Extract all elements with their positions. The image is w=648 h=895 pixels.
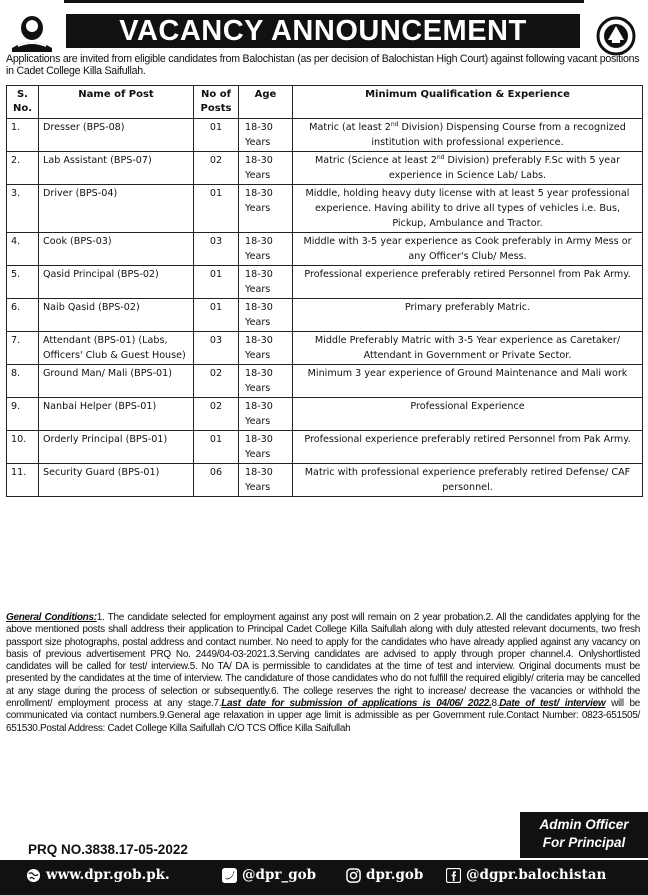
cell-age: 18-30 Years	[239, 119, 293, 152]
signature-subtitle: For Principal	[542, 835, 626, 850]
qualification-text: Middle with 3-5 year experience as Cook preferably in Army Mess or any Officer's Club/ Mess.	[303, 236, 632, 262]
qualification-text: Minimum 3 year experience of Ground Maintenance and Mali work	[307, 368, 628, 379]
cell-post-name: Orderly Principal (BPS-01)	[39, 431, 194, 464]
cell-post-name: Driver (BPS-04)	[39, 185, 194, 233]
conditions-label: General Conditions:	[6, 612, 97, 623]
cell-qualification	[293, 266, 643, 299]
conditions-text-3: will be communicated via contact numbers.9.General age relaxation in upper age limit is admissible as per Government rule.Contact Number: 0823-651505/ 651530.Postal Address: Cadet College Killa Saifullah C/O TCS Office Killa Saifullah	[6, 698, 640, 734]
cell-sno: 4.	[7, 233, 39, 266]
cell-sno: 2.	[7, 152, 39, 185]
table-row	[7, 185, 643, 233]
cell-age: 18-30 Years	[239, 398, 293, 431]
cell-sno: 3.	[7, 185, 39, 233]
page-title: VACANCY ANNOUNCEMENT	[66, 14, 580, 48]
prq-number: PRQ NO.3838.17-05-2022	[28, 842, 188, 857]
cell-qualification	[293, 332, 643, 365]
table-row	[7, 332, 643, 365]
header-posts: No of Posts	[194, 86, 239, 119]
ordinal-suffix: nd	[436, 153, 445, 161]
table-row	[7, 233, 643, 266]
qualification-text: Matric with professional experience preferably retired Defense/ CAF personnel.	[304, 467, 631, 493]
cell-post-name: Dresser (BPS-08)	[39, 119, 194, 152]
dpr-emblem-icon	[8, 14, 56, 54]
cell-posts: 02	[194, 365, 239, 398]
table-header-row	[7, 86, 643, 119]
header-name: Name of Post	[39, 86, 194, 119]
header-qualification: Minimum Qualification & Experience	[293, 86, 643, 119]
signature-title: Admin Officer	[539, 817, 629, 832]
cell-sno: 1.	[7, 119, 39, 152]
cell-posts: 03	[194, 332, 239, 365]
cell-posts: 01	[194, 299, 239, 332]
cell-qualification	[293, 431, 643, 464]
globe-icon	[26, 868, 41, 883]
cell-posts: 02	[194, 398, 239, 431]
cell-post-name: Security Guard (BPS-01)	[39, 464, 194, 497]
cell-posts: 01	[194, 431, 239, 464]
qualification-text: Professional experience preferably retired Personnel from Pak Army.	[304, 434, 631, 445]
table-row	[7, 464, 643, 497]
twitter-icon	[222, 868, 237, 883]
cell-posts: 01	[194, 119, 239, 152]
website-text: www.dpr.gob.pk.	[46, 867, 170, 883]
qualification-text: Professional Experience	[410, 401, 525, 412]
cell-sno: 5.	[7, 266, 39, 299]
cell-sno: 11.	[7, 464, 39, 497]
vacancy-table	[6, 85, 643, 497]
table-row	[7, 299, 643, 332]
table-row	[7, 398, 643, 431]
cell-qualification	[293, 365, 643, 398]
cell-qualification	[293, 233, 643, 266]
facebook-icon	[446, 868, 461, 883]
cell-qualification	[293, 464, 643, 497]
qualification-text: Professional experience preferably retired Personnel from Pak Army.	[304, 269, 631, 280]
qualification-text-cont: Division) Dispensing Course from a recognized institution with professional experience.	[371, 122, 626, 148]
cell-post-name: Cook (BPS-03)	[39, 233, 194, 266]
cell-post-name: Attendant (BPS-01) (Labs, Officers' Club & Guest House)	[39, 332, 194, 365]
cell-age: 18-30 Years	[239, 299, 293, 332]
general-conditions	[6, 612, 640, 735]
instagram-icon	[346, 868, 361, 883]
qualification-text: Middle Preferably Matric with 3-5 Year experience as Caretaker/ Attendant in Government or Private Sector.	[314, 335, 621, 361]
cell-posts: 06	[194, 464, 239, 497]
cell-post-name: Ground Man/ Mali (BPS-01)	[39, 365, 194, 398]
qualification-text: Matric (Science at least 2	[314, 155, 437, 166]
cell-age: 18-30 Years	[239, 233, 293, 266]
cell-age: 18-30 Years	[239, 332, 293, 365]
cell-post-name: Qasid Principal (BPS-02)	[39, 266, 194, 299]
cell-qualification	[293, 152, 643, 185]
cell-age: 18-30 Years	[239, 464, 293, 497]
cadet-college-crest-icon	[594, 16, 638, 56]
table-row	[7, 266, 643, 299]
test-date-text: Date of test/ interview	[499, 698, 606, 710]
table-row	[7, 365, 643, 398]
cell-posts: 03	[194, 233, 239, 266]
footer-website[interactable]	[26, 867, 170, 883]
qualification-text: Primary preferably Matric.	[404, 302, 531, 313]
cell-posts: 02	[194, 152, 239, 185]
cell-qualification	[293, 185, 643, 233]
header-sno: S. No.	[7, 86, 39, 119]
facebook-text: @dgpr.balochistan	[466, 867, 607, 883]
table-row	[7, 119, 643, 152]
cell-age: 18-30 Years	[239, 431, 293, 464]
ordinal-suffix: nd	[390, 120, 399, 128]
twitter-text: @dpr_gob	[242, 867, 317, 883]
conditions-text-2: 8.	[491, 698, 500, 710]
cell-sno: 6.	[7, 299, 39, 332]
footer-facebook[interactable]	[446, 867, 606, 883]
cell-post-name: Naib Qasid (BPS-02)	[39, 299, 194, 332]
last-date-text: Last date for submission of applications is 04/06/ 2022.	[221, 698, 492, 710]
qualification-text: Matric (at least 2	[309, 122, 391, 133]
cell-post-name: Lab Assistant (BPS-07)	[39, 152, 194, 185]
cell-qualification	[293, 398, 643, 431]
cell-sno: 9.	[7, 398, 39, 431]
cell-posts: 01	[194, 185, 239, 233]
cell-age: 18-30 Years	[239, 152, 293, 185]
cell-sno: 8.	[7, 365, 39, 398]
footer	[0, 860, 648, 895]
qualification-text: Middle, holding heavy duty license with at least 5 year professional experience. Having ability to drive all types of vehicles i.e. Bus, Pickup, Ambulance and Tractor.	[305, 188, 630, 229]
table-row	[7, 152, 643, 185]
cell-age: 18-30 Years	[239, 185, 293, 233]
cell-sno: 7.	[7, 332, 39, 365]
cell-sno: 10.	[7, 431, 39, 464]
header	[0, 0, 648, 56]
cell-qualification	[293, 119, 643, 152]
intro-text: Applications are invited from eligible candidates from Balochistan (as per decision of Balochistan High Court) against following vacant positions in Cadet College Killa Saifullah.	[6, 53, 640, 77]
signature-block	[520, 812, 648, 858]
cell-age: 18-30 Years	[239, 266, 293, 299]
cell-post-name: Nanbai Helper (BPS-01)	[39, 398, 194, 431]
conditions-text-1: 1. The candidate selected for employment against any post will remain on 2 year probation.2. All the candidates applying for the above mentioned posts shall address their application to Principal Cadet College Killa Saifullah along with duly attested relevant documents, two fresh passport size photographs, postal address and contact number. No need to apply for the candidates who have already applied against any vacancy on basis of previous advertisement PRQ No. 2449/04-03-2021.3.Serving candidates are advised to apply through proper channel.4. Onlyshortlisted candidates will be called for test/ interview.5. No TA/ DA is permissible to candidates at the time of test and interview. Original documents must be presented by the candidates at the time of interview. The candidature of those candidates who do not fulfill the required eligibly/ criteria may be cancelled at any stage during the process of selection or subsequently.6. The college reserves the right to increase/ decrease the vacancies or withhold the enrollment/ employment process at any stage.7.	[6, 612, 640, 710]
footer-instagram[interactable]	[346, 867, 423, 883]
cell-posts: 01	[194, 266, 239, 299]
instagram-text: dpr.gob	[366, 867, 424, 883]
qualification-text-cont: Division) preferably F.Sc with 5 year experience in Science Lab/ Labs.	[388, 155, 621, 181]
cell-age: 18-30 Years	[239, 365, 293, 398]
top-rule	[64, 0, 584, 3]
cell-qualification	[293, 299, 643, 332]
header-age: Age	[239, 86, 293, 119]
table-row	[7, 431, 643, 464]
footer-twitter[interactable]	[222, 867, 316, 883]
